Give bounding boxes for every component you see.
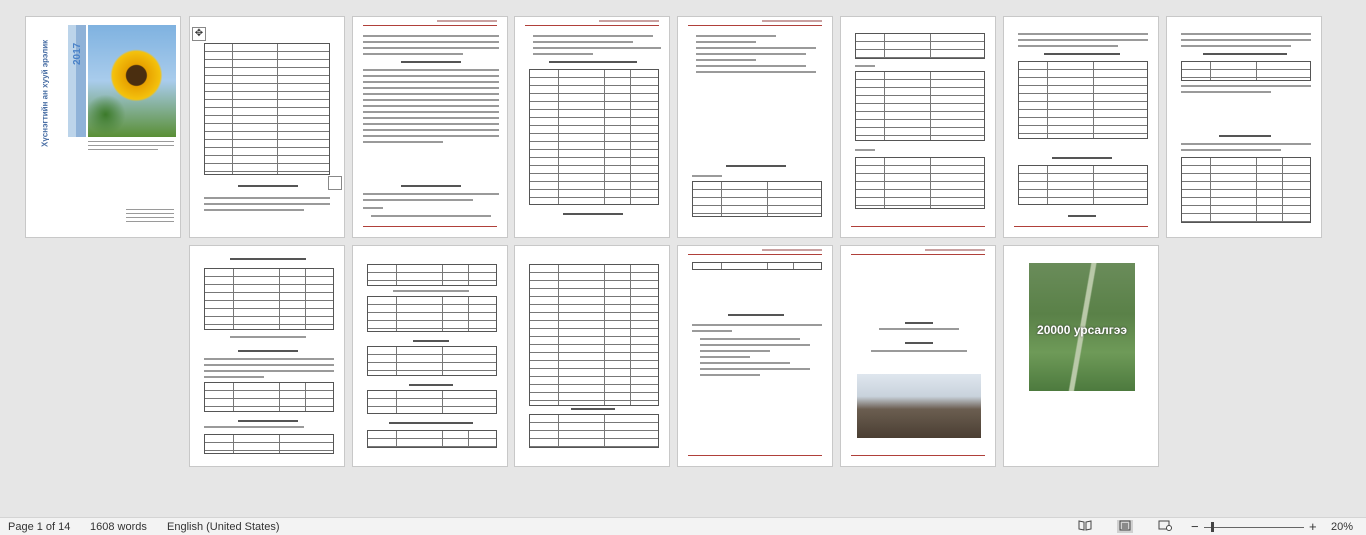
zoom-level[interactable]: 20% [1331,521,1354,533]
cover-year: 2017 [72,42,83,65]
table-resize-handle[interactable] [328,176,342,190]
table [367,390,497,414]
table [204,382,334,412]
zoom-out-button[interactable]: − [1191,519,1199,534]
table [692,181,822,217]
table [529,414,659,448]
table [1018,61,1148,139]
table [367,346,497,376]
page-thumbnail-3[interactable] [352,16,508,238]
table [855,157,985,209]
page-thumbnail-1[interactable] [25,16,181,238]
page-thumbnail-14[interactable] [1003,245,1159,467]
page-thumbnail-4[interactable] [514,16,670,238]
table [1181,157,1311,223]
status-bar [0,517,1366,535]
table [855,71,985,141]
page-thumbnail-12[interactable] [677,245,833,467]
page-thumbnail-13[interactable] [840,245,996,467]
green-field-photo [1029,263,1135,391]
table [367,264,497,286]
zoom-slider-thumb[interactable] [1211,522,1214,532]
zoom-slider[interactable] [1204,527,1304,528]
field-photo [857,374,981,438]
table [367,430,497,448]
page-thumbnail-5[interactable] [677,16,833,238]
table [204,434,334,454]
table [367,296,497,332]
page-thumbnail-11[interactable] [514,245,670,467]
page-thumbnail-10[interactable] [352,245,508,467]
page-thumbnail-8[interactable] [1166,16,1322,238]
sunflower-image [88,25,176,137]
table [529,264,659,406]
cover-title: Хүснэгтийн ан хууй эрэлик [40,39,50,147]
page-thumbnail-9[interactable] [189,245,345,467]
book-icon[interactable] [1077,520,1093,533]
table [1181,61,1311,81]
table [692,262,822,270]
zoom-in-button[interactable]: + [1309,519,1317,534]
table [529,69,659,205]
print-layout-icon[interactable] [1117,520,1133,533]
table [204,43,330,175]
photo-caption: 20000 урсалгээ [1037,323,1127,337]
page-thumbnail-6[interactable] [840,16,996,238]
page-thumbnail-7[interactable] [1003,16,1159,238]
table [1018,165,1148,205]
table [855,33,985,59]
table-move-handle[interactable]: ✥ [192,27,206,41]
language-indicator[interactable]: English (United States) [167,521,280,533]
table [204,268,334,330]
page-count[interactable]: Page 1 of 14 [8,521,71,533]
word-count[interactable]: 1608 words [90,521,147,533]
page-thumbnail-2[interactable] [189,16,345,238]
web-layout-icon[interactable] [1157,520,1173,533]
